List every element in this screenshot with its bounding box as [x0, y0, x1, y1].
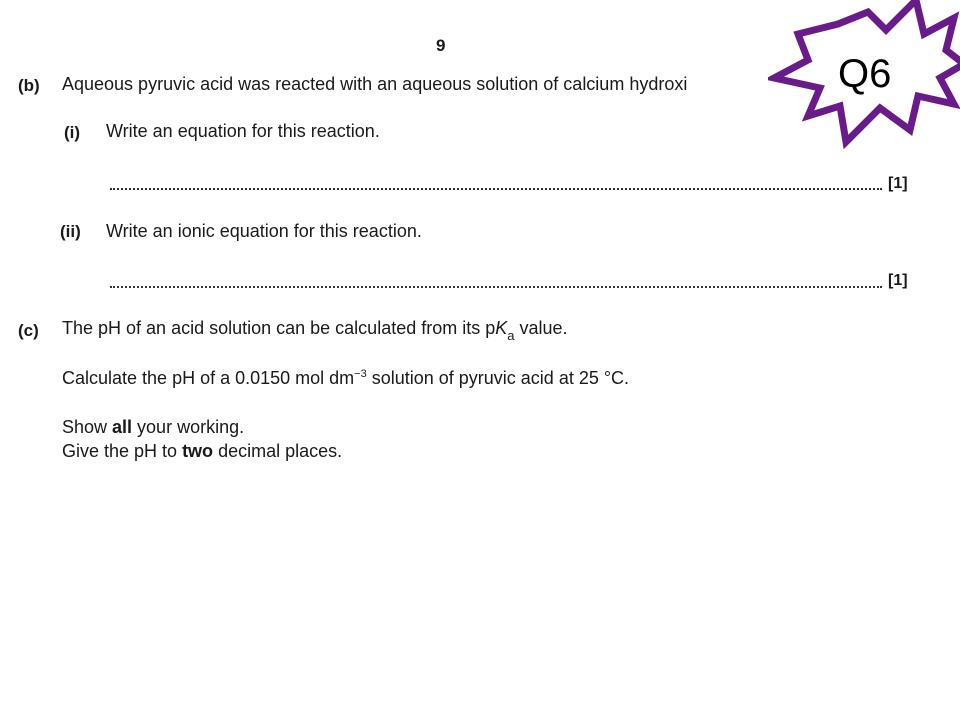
- mark-b-i: [1]: [888, 175, 908, 192]
- part-b-label: (b): [18, 76, 40, 95]
- part-c-line-2-post: solution of pyruvic acid at 25 °C.: [366, 368, 630, 388]
- part-b-ii-label: (ii): [60, 222, 81, 241]
- part-c-line-4-pre: Give the pH to: [62, 441, 183, 461]
- page-number: 9: [436, 36, 446, 55]
- unit-exponent: −3: [354, 368, 367, 380]
- badge-label: Q6: [838, 52, 892, 96]
- emphasis-all: all: [112, 417, 133, 437]
- ka-symbol: K: [495, 318, 508, 338]
- part-b-i-label: (i): [64, 123, 81, 142]
- part-c-line-3-pre: Show: [62, 417, 113, 437]
- mark-b-ii: [1]: [888, 272, 908, 289]
- part-c-line-3-post: your working.: [132, 417, 245, 437]
- part-c-line-1-post: value.: [514, 318, 568, 338]
- part-b-i-text: Write an equation for this reaction.: [106, 121, 380, 141]
- part-b-stem: Aqueous pyruvic acid was reacted with an aqueous solution of calcium hydroxi: [62, 74, 688, 94]
- part-c-line-2-pre: Calculate the pH of a 0.0150 mol dm: [62, 368, 355, 388]
- part-b-ii-text: Write an ionic equation for this reaction.: [106, 221, 422, 241]
- emphasis-two: two: [182, 441, 214, 461]
- part-c-line-4: [62, 441, 342, 462]
- part-c-line-2: [62, 368, 629, 389]
- ka-subscript: a: [507, 328, 515, 343]
- part-c-line-1-pre: The pH of an acid solution can be calculated from its p: [62, 318, 496, 338]
- part-c-line-4-post: decimal places.: [213, 441, 343, 461]
- answer-line-b-ii[interactable]: [110, 286, 882, 288]
- answer-line-b-i[interactable]: [110, 188, 882, 190]
- part-c-line-1: [62, 318, 568, 343]
- part-c-label: (c): [18, 321, 39, 340]
- part-c-line-3: [62, 417, 244, 438]
